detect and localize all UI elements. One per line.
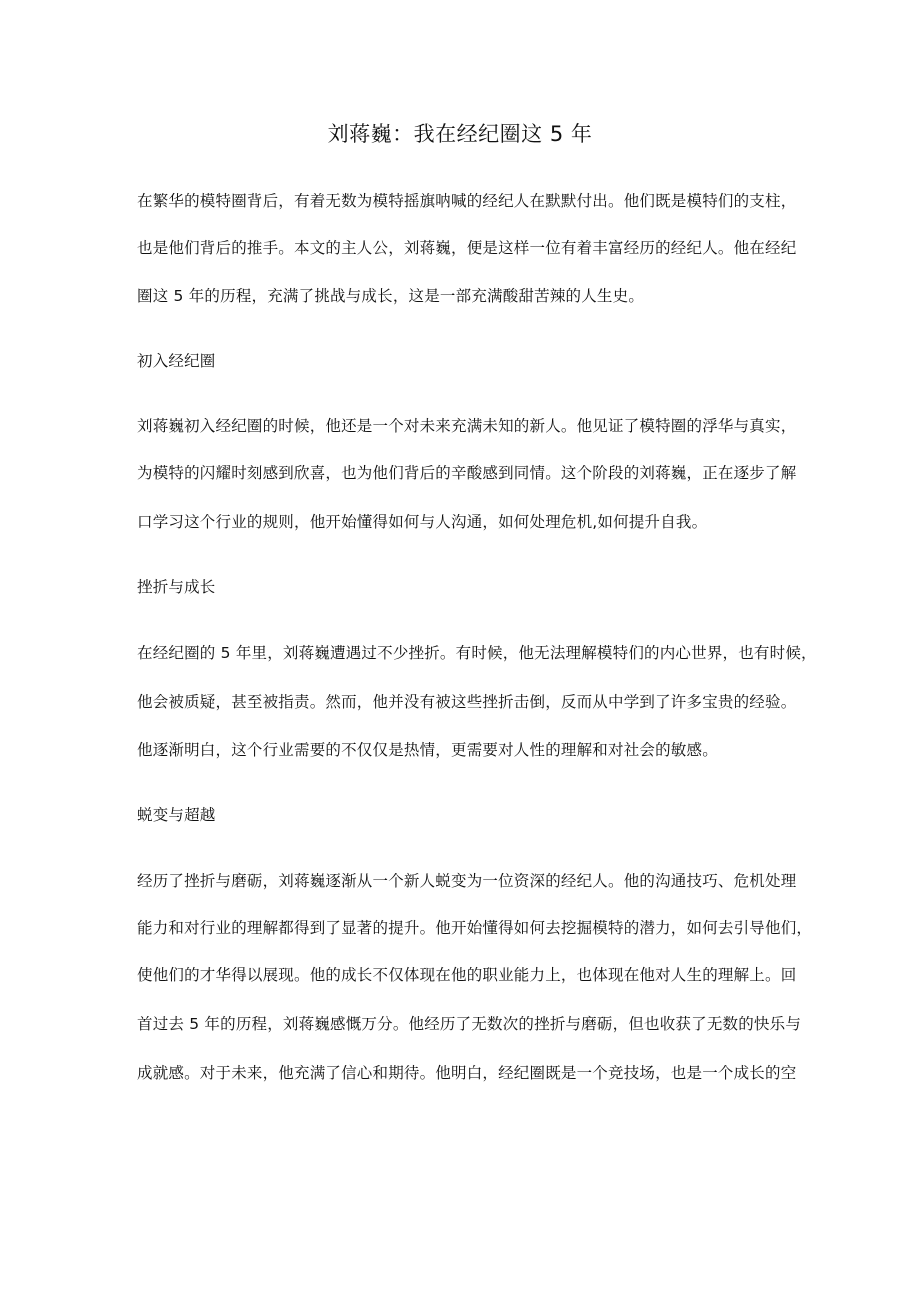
section-heading-1: 初入经纪圈 — [137, 352, 216, 370]
section-1-line-3: 口学习这个行业的规则，他开始懂得如何与人沟通，如何处理危机,如何提升自我。 — [137, 513, 708, 531]
section-1-line-2: 为模特的闪耀时刻感到欣喜，也为他们背后的辛酸感到同情。这个阶段的刘蒋巍，正在逐步了解 — [137, 464, 797, 482]
section-2-line-3: 他逐渐明白，这个行业需要的不仅仅是热情，更需要对人性的理解和对社会的敏感。 — [137, 741, 718, 759]
section-3-line-3: 使他们的才华得以展现。他的成长不仅体现在他的职业能力上，也体现在他对人生的理解上。回 — [137, 966, 797, 984]
section-1-line-1: 刘蒋巍初入经纪圈的时候，他还是一个对未来充满未知的新人。他见证了模特圈的浮华与真实， — [137, 417, 797, 435]
page-title: 刘蒋巍：我在经纪圈这 5 年 — [327, 122, 593, 146]
section-heading-3: 蜕变与超越 — [137, 806, 216, 824]
section-2-line-2: 他会被质疑，甚至被指责。然而，他并没有被这些挫折击倒，反而从中学到了许多宝贵的经验。 — [137, 693, 797, 711]
intro-line-2: 也是他们背后的推手。本文的主人公，刘蒋巍，便是这样一位有着丰富经历的经纪人。他在经纪 — [137, 239, 797, 257]
section-3-line-2: 能力和对行业的理解都得到了显著的提升。他开始懂得如何去挖掘模特的潜力，如何去引导他们， — [137, 919, 813, 937]
section-3-line-4: 首过去 5 年的历程，刘蒋巍感慨万分。他经历了无数次的挫折与磨砺，但也收获了无数的快乐与 — [137, 1015, 802, 1033]
section-3-line-5: 成就感。对于未来，他充满了信心和期待。他明白，经纪圈既是一个竞技场，也是一个成长的空 — [137, 1064, 797, 1082]
intro-line-3: 圈这 5 年的历程，充满了挑战与成长，这是一部充满酸甜苦辣的人生史。 — [137, 287, 645, 305]
section-heading-2: 挫折与成长 — [137, 578, 216, 596]
section-3-line-1: 经历了挫折与磨砺，刘蒋巍逐渐从一个新人蜕变为一位资深的经纪人。他的沟通技巧、危机处理 — [137, 872, 797, 890]
intro-line-1: 在繁华的模特圈背后，有着无数为模特摇旗呐喊的经纪人在默默付出。他们既是模特们的支柱， — [137, 192, 797, 210]
section-2-line-1: 在经纪圈的 5 年里，刘蒋巍遭遇过不少挫折。有时候，他无法理解模特们的内心世界，也有时候， — [137, 644, 817, 662]
